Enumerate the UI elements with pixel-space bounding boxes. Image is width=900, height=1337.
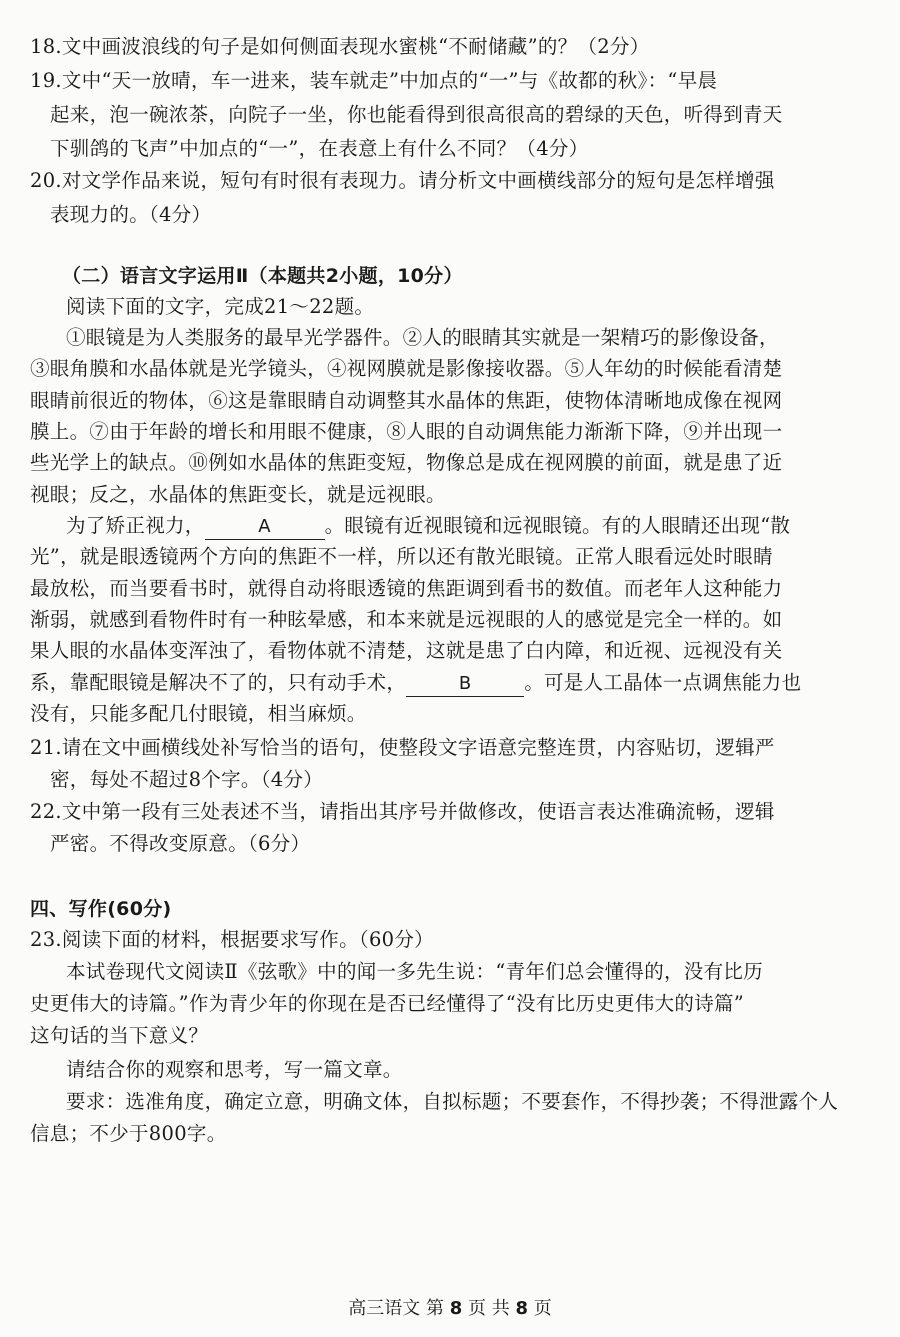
passage-p2-line-1 (66, 511, 886, 541)
material-line-1: 本试卷现代文阅读Ⅱ《弦歌》中的闻一多先生说：“青年们总会懂得的，没有比历 (66, 960, 764, 983)
passage-p2-text: 。眼镜有近视眼镜和远视眼镜。有的人眼睛还出现“散 (324, 514, 791, 537)
footer-subject: 高三语文 (348, 1298, 421, 1319)
question-19-line-1: 19.文中“天一放晴，车一进来，装车就走”中加点的“一”与《故都的秋》：“早晨 (30, 69, 718, 92)
blank-a: A (205, 515, 325, 540)
question-18: 18.文中画波浪线的句子是如何侧面表现水蜜桃“不耐储藏”的？（2分） (30, 35, 650, 58)
section-2-title: （二）语言文字运用Ⅱ（本题共2小题，10分） (62, 265, 463, 287)
question-21-line-1: 21.请在文中画横线处补写恰当的语句，使整段文字语意完整连贯，内容贴切，逻辑严 (30, 736, 775, 759)
passage-p2-text: 为了矫正视力， (66, 514, 205, 537)
passage-p2-line-4: 渐弱，就感到看物件时有一种眩晕感，和本来就是远视眼的人的感觉是完全一样的。如 (30, 608, 783, 631)
passage-p1-line-2: ③眼角膜和水晶体就是光学镜头，④视网膜就是影像接收器。⑤人年幼的时候能看清楚 (30, 357, 783, 380)
question-22-line-2: 严密。不得改变原意。（6分） (50, 832, 311, 855)
material-line-2: 史更伟大的诗篇。”作为青少年的你现在是否已经懂得了“没有比历史更伟大的诗篇” (30, 992, 745, 1015)
passage-p2-line-2: 光”，就是眼透镜两个方向的焦距不一样，所以还有散光眼镜。正常人眼看远处时眼睛 (30, 545, 773, 568)
footer-page-mid: 页 共 (468, 1298, 510, 1319)
question-22-line-1: 22.文中第一段有三处表述不当，请指出其序号并做修改，使语言表达准确流畅，逻辑 (30, 800, 775, 823)
question-19-line-2: 起来，泡一碗浓茶，向院子一坐，你也能看得到很高很高的碧绿的天色，听得到青天 (50, 103, 783, 126)
blank-b: B (406, 672, 524, 697)
material-line-3: 这句话的当下意义？ (30, 1024, 209, 1047)
footer-page-total: 8 (515, 1298, 528, 1319)
passage-p1-line-1: ①眼镜是为人类服务的最早光学器件。②人的眼睛其实就是一架精巧的影像设备， (66, 326, 779, 349)
passage-p1-line-6: 视眼；反之，水晶体的焦距变长，就是远视眼。 (30, 483, 446, 506)
page-footer (0, 1296, 900, 1322)
question-23: 23.阅读下面的材料，根据要求写作。（60分） (30, 928, 434, 951)
section-4-title: 四、写作(60分) (30, 898, 172, 920)
requirements-line-1: 要求：选准角度，确定立意，明确文体，自拟标题；不要套作，不得抄袭；不得泄露个人 (66, 1090, 839, 1113)
requirements-line-2: 信息；不少于800字。 (30, 1122, 227, 1145)
passage-p2-line-3: 最放松，而当要看书时，就得自动将眼透镜的焦距调到看书的数值。而老年人这种能力 (30, 577, 783, 600)
question-19-line-3: 下驯鸽的飞声”中加点的“一”，在表意上有什么不同？（4分） (50, 137, 589, 160)
passage-p1-line-3: 眼睛前很近的物体，⑥这是靠眼睛自动调整其水晶体的焦距，使物体清晰地成像在视网 (30, 389, 783, 412)
question-20-line-1: 20.对文学作品来说，短句有时很有表现力。请分析文中画横线部分的短句是怎样增强 (30, 169, 775, 192)
passage-p2-text: 系，靠配眼镜是解决不了的，只有动手术， (30, 671, 407, 694)
passage-p2-line-7: 没有，只能多配几付眼镜，相当麻烦。 (30, 702, 367, 725)
footer-page-prefix: 第 (426, 1298, 444, 1319)
footer-page-suffix: 页 (533, 1298, 552, 1319)
question-21-line-2: 密，每处不超过8个字。（4分） (50, 768, 324, 791)
passage-p2-line-5: 果人眼的水晶体变浑浊了，看物体就不清楚，这就是患了白内障，和近视、远视没有关 (30, 639, 783, 662)
footer-page-number: 8 (449, 1298, 463, 1319)
passage-p2-line-6 (30, 668, 890, 698)
passage-p2-text: 。可是人工晶体一点调焦能力也 (524, 671, 802, 694)
question-20-line-2: 表现力的。（4分） (50, 203, 212, 226)
passage-p1-line-5: 些光学上的缺点。⑩例如水晶体的焦距变短，物像总是成在视网膜的前面，就是患了近 (30, 451, 783, 474)
writing-prompt: 请结合你的观察和思考，写一篇文章。 (66, 1058, 403, 1081)
passage-p1-line-4: 膜上。⑦由于年龄的增长和用眼不健康，⑧人眼的自动调焦能力渐渐下降，⑨并出现一 (30, 420, 783, 443)
reading-instruction: 阅读下面的文字，完成21～22题。 (66, 295, 375, 318)
